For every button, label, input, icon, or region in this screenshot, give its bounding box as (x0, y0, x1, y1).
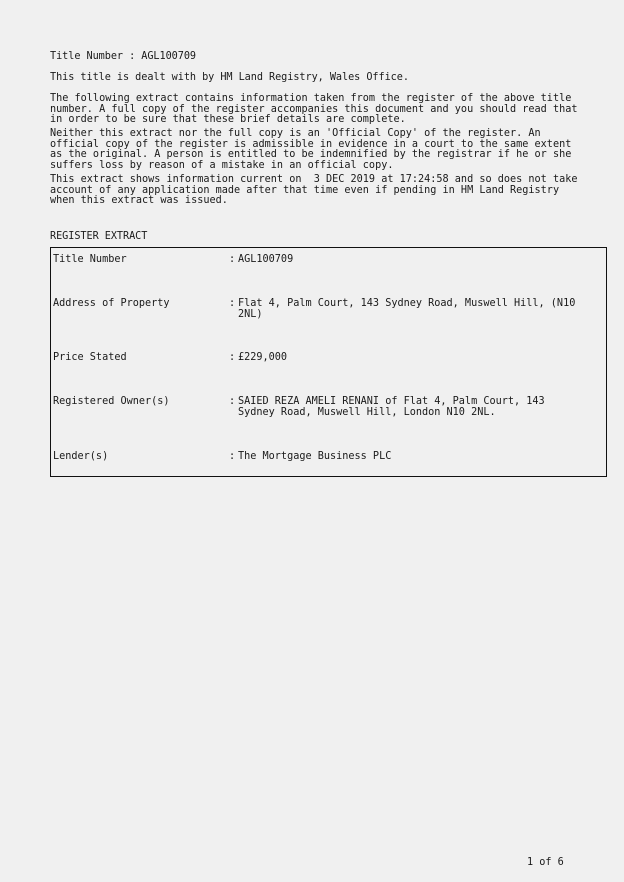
value-line: £229,000 (238, 352, 288, 363)
row-value-lender (238, 452, 598, 463)
paragraph-line: account of any application made after that time even if pending in HM Land Registry (50, 184, 560, 196)
row-label-registered-owner: Registered Owner(s) (53, 396, 170, 407)
paragraph-line: The following extract contains information taken from the register of the above title (50, 93, 572, 104)
intro-paragraph-2 (50, 129, 610, 171)
row-colon: : (229, 298, 236, 309)
row-colon: : (229, 254, 236, 265)
row-label-title-number: Title Number (53, 254, 127, 265)
value-line: Flat 4, Palm Court, 143 Sydney Road, Muswell Hill, (N10 (238, 298, 576, 309)
page-indicator: 1 of 6 (527, 857, 564, 868)
value-line: SAIED REZA AMELI RENANI of Flat 4, Palm Court, 143 (238, 396, 545, 407)
value-line: 2NL) (238, 308, 263, 320)
paragraph-line: number. A full copy of the register accompanies this document and you should read that (50, 103, 578, 115)
row-label-lender: Lender(s) (53, 451, 109, 462)
paragraph-line: when this extract was issued. (50, 195, 228, 206)
value-line: Sydney Road, Muswell Hill, London N10 2NL. (238, 406, 496, 418)
title-number-line: Title Number : AGL100709 (50, 51, 197, 62)
intro-paragraph-1 (50, 94, 610, 126)
row-colon: : (229, 451, 236, 462)
row-label-address: Address of Property (53, 298, 170, 309)
row-value-title-number (238, 255, 598, 266)
paragraph-line: This extract shows information current on 3 DEC 2019 at 17:24:58 and so does not take (50, 174, 578, 185)
paragraph-line: suffers loss by reason of a mistake in an official copy. (50, 159, 394, 171)
paragraph-line: as the original. A person is entitled to be indemnified by the registrar if he or she (50, 149, 572, 160)
paragraph-line: official copy of the register is admissible in evidence in a court to the same extent (50, 138, 572, 150)
row-label-price-stated: Price Stated (53, 352, 127, 363)
intro-paragraph-3 (50, 175, 610, 207)
value-line: AGL100709 (238, 254, 294, 265)
paragraph-line: Neither this extract nor the full copy is an 'Official Copy' of the register. An (50, 128, 541, 139)
row-colon: : (229, 396, 236, 407)
paragraph-line: in order to be sure that these brief details are complete. (50, 114, 406, 125)
row-colon: : (229, 352, 236, 363)
value-line: The Mortgage Business PLC (238, 451, 392, 462)
dealt-with-line: This title is dealt with by HM Land Registry, Wales Office. (50, 72, 409, 83)
register-extract-box (50, 247, 607, 477)
register-extract-heading: REGISTER EXTRACT (50, 231, 148, 242)
row-value-price-stated (238, 353, 598, 364)
row-value-registered-owner (238, 397, 598, 418)
row-value-address (238, 299, 598, 320)
